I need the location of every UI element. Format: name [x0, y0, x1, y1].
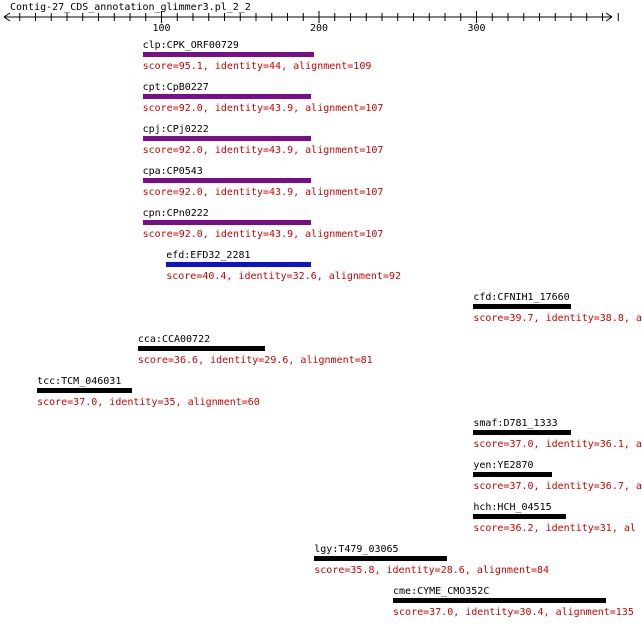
hit-bar[interactable] — [473, 472, 552, 477]
hit-name: smaf:D781_1333 — [473, 418, 558, 429]
hit-score-text: score=39.7, identity=38.8, a — [473, 313, 642, 324]
hit-name: cca:CCA00722 — [137, 334, 211, 345]
hit-name: efd:EFD32_2281 — [166, 250, 251, 261]
hit-name: cpa:CP0543 — [142, 166, 203, 177]
hit-score-text: score=92.0, identity=43.9, alignment=107 — [142, 103, 384, 114]
hit-score-text: score=35.8, identity=28.6, alignment=84 — [314, 565, 550, 576]
hit-score-text: score=40.4, identity=32.6, alignment=92 — [166, 271, 402, 282]
hit-bar[interactable] — [143, 178, 312, 183]
hit-bar[interactable] — [143, 220, 312, 225]
hit-bar[interactable] — [393, 598, 606, 603]
hit-bar[interactable] — [37, 388, 132, 393]
hit-score-text: score=92.0, identity=43.9, alignment=107 — [142, 229, 384, 240]
hit-name: clp:CPK_ORF00729 — [142, 40, 239, 51]
hit-bar[interactable] — [138, 346, 266, 351]
hit-name: cme:CYME_CMO352C — [393, 586, 490, 597]
ruler-tick-label: 100 — [152, 23, 171, 34]
hit-bar[interactable] — [143, 52, 315, 57]
hit-name: cpn:CPn0222 — [142, 208, 209, 219]
hit-score-text: score=36.6, identity=29.6, alignment=81 — [137, 355, 373, 366]
hit-score-text: score=37.0, identity=36.7, a — [473, 481, 642, 492]
hit-name: hch:HCH_04515 — [473, 502, 552, 513]
hit-score-text: score=95.1, identity=44, alignment=109 — [142, 61, 372, 72]
hit-score-text: score=92.0, identity=43.9, alignment=107 — [142, 187, 384, 198]
hit-bar[interactable] — [473, 304, 571, 309]
ruler-tick-label: 300 — [467, 23, 486, 34]
hit-name: cfd:CFNIH1_17660 — [473, 292, 570, 303]
hit-score-text: score=37.0, identity=36.1, a — [473, 439, 642, 450]
position-ruler — [0, 0, 620, 36]
hit-bar[interactable] — [314, 556, 446, 561]
hit-bar[interactable] — [166, 262, 311, 267]
hit-score-text: score=92.0, identity=43.9, alignment=107 — [142, 145, 384, 156]
ruler-major-ticks — [152, 11, 485, 34]
hit-score-text: score=37.0, identity=35, alignment=60 — [37, 397, 260, 408]
hit-bar[interactable] — [143, 94, 312, 99]
hit-bar[interactable] — [143, 136, 312, 141]
hit-name: lgy:T479_03065 — [314, 544, 399, 555]
hit-bar[interactable] — [473, 514, 566, 519]
hit-name: cpj:CPj0222 — [142, 124, 209, 135]
hit-score-text: score=37.0, identity=30.4, alignment=135 — [393, 607, 634, 618]
hit-bar[interactable] — [473, 430, 571, 435]
contig-title: Contig-27_CDS_annotation_glimmer3.pl_2_2 — [10, 2, 251, 13]
hit-score-text: score=36.2, identity=31, al — [473, 523, 636, 534]
ruler-tick-label: 200 — [309, 23, 329, 34]
hit-name: tcc:TCM_046031 — [37, 376, 122, 387]
hit-name: cpt:CpB0227 — [142, 82, 209, 93]
hit-name: yen:YE2870 — [473, 460, 534, 471]
